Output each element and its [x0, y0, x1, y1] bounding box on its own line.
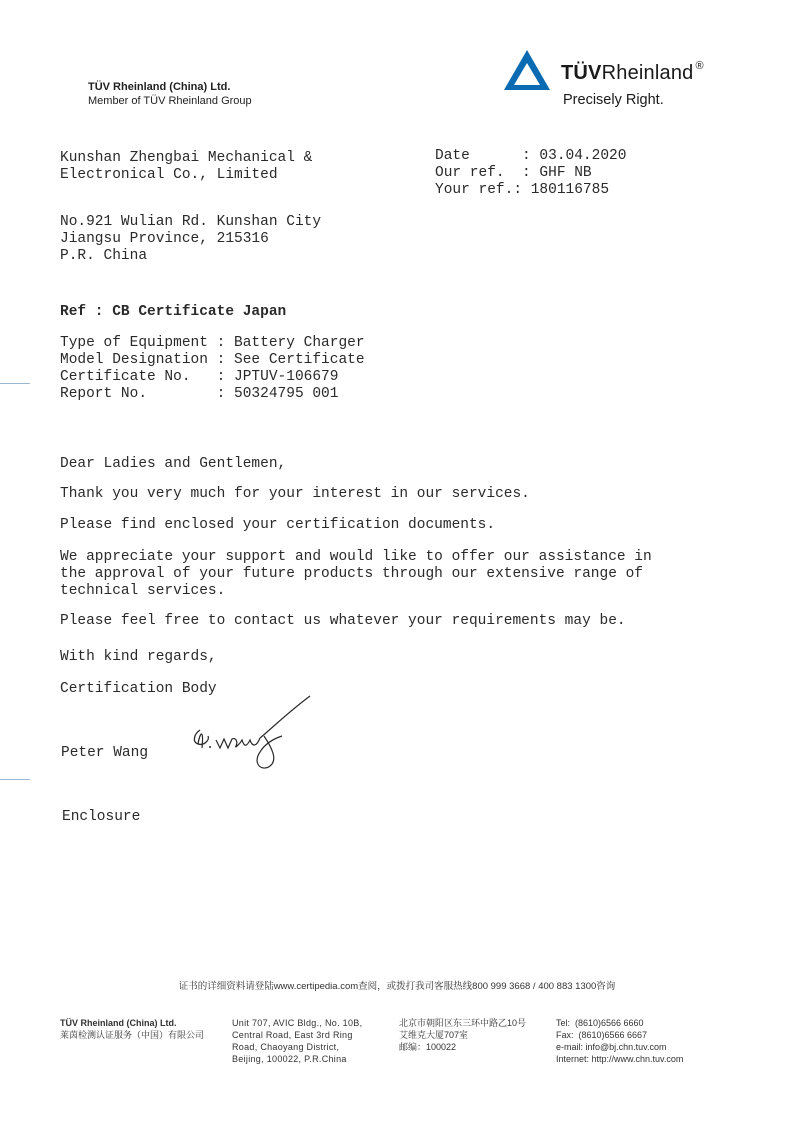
footer-address-line: Beijing, 100022, P.R.China	[232, 1054, 347, 1064]
detail-model-designation: Model Designation : See Certificate	[60, 352, 365, 368]
paragraph-line: technical services.	[60, 583, 226, 599]
recipient-address	[60, 214, 321, 265]
body-paragraph: Please feel free to contact us whatever your requirements may be.	[60, 613, 626, 629]
address-line: Jiangsu Province, 215316	[60, 231, 269, 247]
footer-internet: Internet: http://www.chn.tuv.com	[556, 1054, 684, 1064]
meta-our-ref: Our ref. : GHF NB	[435, 165, 592, 181]
meta-your-ref: Your ref.: 180116785	[435, 182, 610, 198]
footer-address-line: Unit 707, AVIC Bldg., No. 10B,	[232, 1018, 363, 1028]
tuv-triangle-logo-icon	[502, 48, 552, 92]
footer-company	[60, 1017, 204, 1041]
margin-fold-mark	[0, 779, 30, 780]
meta-date: Date : 03.04.2020	[435, 148, 627, 164]
detail-report-no: Report No. : 50324795 001	[60, 386, 339, 402]
equipment-details	[60, 335, 365, 403]
paragraph-line: the approval of your future products through our extensive range of	[60, 566, 643, 582]
footer-address-cn-line: 北京市朝阳区东三环中路乙10号	[399, 1018, 527, 1028]
salutation: Dear Ladies and Gentlemen,	[60, 456, 287, 472]
certification-body: Certification Body	[60, 681, 217, 697]
registered-mark: ®	[695, 60, 704, 72]
detail-certificate-no: Certificate No. : JPTUV-106679	[60, 369, 339, 385]
brand-wordmark-rest: Rheinland	[601, 62, 694, 84]
detail-type-of-equipment: Type of Equipment : Battery Charger	[60, 335, 365, 351]
brand-wordmark	[561, 62, 704, 85]
recipient-line: Electronical Co., Limited	[60, 167, 278, 183]
brand-wordmark-bold: TÜV	[561, 62, 602, 84]
footer-address-cn-line: 艾维克大厦707室	[399, 1030, 469, 1040]
closing-regards: With kind regards,	[60, 649, 217, 665]
address-line: P.R. China	[60, 248, 148, 264]
footer-contact	[556, 1017, 683, 1065]
body-paragraph: Thank you very much for your interest in our services.	[60, 486, 530, 502]
body-paragraph: Please find enclosed your certification documents.	[60, 517, 496, 533]
footer-email: e-mail: info@bj.chn.tuv.com	[556, 1042, 667, 1052]
footer-address-line: Road, Chaoyang District,	[232, 1042, 340, 1052]
reference-meta-block	[435, 148, 626, 199]
footer-address-en	[232, 1017, 362, 1065]
body-paragraph	[60, 549, 760, 600]
paragraph-line: We appreciate your support and would like to offer our assistance in	[60, 549, 652, 565]
footer-fax: Fax: (8610)6566 6667	[556, 1030, 648, 1040]
margin-fold-mark	[0, 383, 30, 384]
signer-name: Peter Wang	[61, 745, 149, 761]
subject-reference: Ref : CB Certificate Japan	[60, 304, 287, 320]
footer-company-en: TÜV Rheinland (China) Ltd.	[60, 1018, 177, 1028]
footer-address-cn	[399, 1017, 526, 1053]
brand-tagline: Precisely Right.	[563, 92, 664, 108]
sender-company-name: TÜV Rheinland (China) Ltd.	[88, 81, 231, 93]
footer-address-cn-line: 邮编：100022	[399, 1042, 457, 1052]
handwritten-signature	[186, 692, 316, 772]
footer-company-cn: 莱茵检测认证服务（中国）有限公司	[60, 1030, 205, 1040]
address-line: No.921 Wulian Rd. Kunshan City	[60, 214, 322, 230]
footer-tel: Tel: (8610)6566 6660	[556, 1018, 644, 1028]
sender-member-line: Member of TÜV Rheinland Group	[88, 95, 252, 107]
recipient-line: Kunshan Zhengbai Mechanical &	[60, 150, 313, 166]
footer-address-line: Central Road, East 3rd Ring	[232, 1030, 353, 1040]
certipedia-notice: 证书的详细资料请登陆www.certipedia.com查阅，或拨打我司客服热线800 999 3668 / 400 883 1300咨询	[178, 981, 616, 992]
enclosure-label: Enclosure	[62, 809, 141, 825]
recipient-block	[60, 150, 312, 184]
